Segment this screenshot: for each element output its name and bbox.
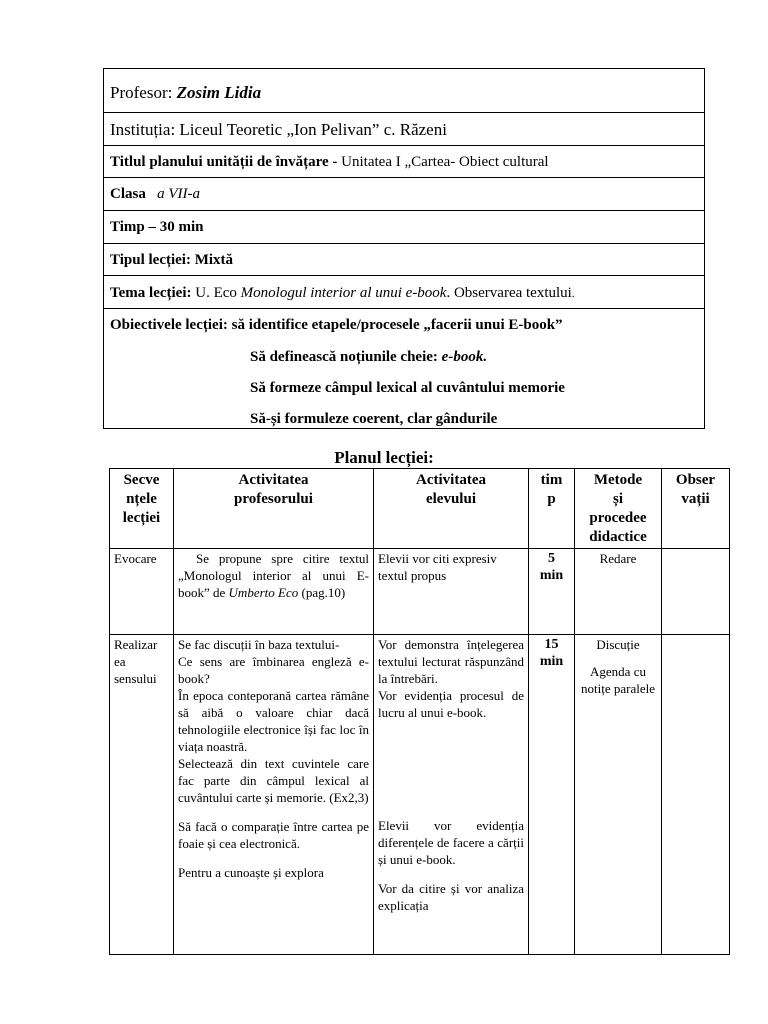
cell-activitatea-profesorului: Se propune spre citire textul „Monologul interior al unui E-book” de Umberto Eco (pag.10) [174, 549, 374, 635]
cell-metode: Redare [575, 549, 662, 635]
clasa-value: a VII-a [157, 186, 200, 202]
lesson-info-box [103, 68, 705, 429]
institutia-text: Instituția: Liceul Teoretic „Ion Pelivan” c. Răzeni [110, 120, 447, 139]
cell-observatii [662, 549, 730, 635]
obiectiv-4: Să-și formuleze coerent, clar gândurile [250, 411, 498, 427]
obiective-row [104, 308, 704, 430]
cell-metode: Discuție Agenda cu notițe paralele [575, 635, 662, 955]
header-activitatea-elevului: Activitatea elevului [374, 469, 529, 549]
clasa-row [104, 177, 704, 210]
titlul-row [104, 145, 704, 177]
obiectiv-1-text: să identifice etapele/procesele „facerii unui E-book” [231, 317, 563, 333]
institutia-row [104, 112, 704, 145]
cell-activitatea-elevului: Elevii vor citi expresiv textul propus [374, 549, 529, 635]
header-observatii: Obser vații [662, 469, 730, 549]
table-row [110, 549, 730, 635]
table-row [110, 635, 730, 955]
profesor-name: Zosim Lidia [176, 83, 262, 102]
cell-timp: 15 min [529, 635, 575, 955]
obiectiv-2 [250, 349, 487, 366]
cell-timp: 5 min [529, 549, 575, 635]
tema-row [104, 275, 704, 308]
obiectiv-2-keyword: e-book. [441, 349, 488, 365]
titlul-label: Titlul planului unității de învățare - [110, 154, 342, 170]
timp-row [104, 210, 704, 243]
tema-suffix: . Observarea textului [446, 285, 572, 301]
obiective-label: Obiectivele lecției: [110, 317, 232, 333]
tema-prefix: U. Eco [195, 285, 241, 301]
tema-title: Monologul interior al unui e-book [240, 285, 447, 301]
clasa-label: Clasa [110, 186, 146, 202]
timp-text: Timp – 30 min [110, 219, 204, 235]
obiectiv-1 [110, 317, 563, 334]
cell-secventa: Realizar ea sensului [110, 635, 174, 955]
cell-secventa: Evocare [110, 549, 174, 635]
tipul-text: Tipul lecției: Mixtă [110, 252, 234, 268]
profesor-label: Profesor: [110, 83, 177, 102]
obiectiv-3: Să formeze câmpul lexical al cuvântului memorie [250, 380, 565, 396]
titlul-value: Unitatea I „Cartea- Obiect cultural [341, 154, 549, 170]
table-header-row [110, 469, 730, 549]
header-activitatea-profesorului: Activitatea profesorului [174, 469, 374, 549]
cell-observatii [662, 635, 730, 955]
header-timp: tim p [529, 469, 575, 549]
plan-title: Planul lecției: [334, 448, 434, 467]
lesson-plan-table [109, 468, 730, 955]
header-secventele: Secve nțele lecției [110, 469, 174, 549]
profesor-row [104, 69, 704, 112]
tema-label: Tema lecției: [110, 285, 196, 301]
tipul-row [104, 243, 704, 275]
tema-end: . [571, 288, 575, 300]
header-metode: Metode și procedee didactice [575, 469, 662, 549]
obiectiv-2-text: Să definească noțiunile cheie: [250, 349, 442, 365]
cell-activitatea-elevului: Vor demonstra înțelegerea textului lecturat răspunzând la întrebări. Vor evidenția procesul de lucru al unui e-book. Elevii vor evidenția diferențele de facere a cărții și unui e-book. Vor da citire și vor analiza explicația [374, 635, 529, 955]
cell-activitatea-profesorului: Se fac discuții în baza textului- Ce sens are îmbinarea engleză e-book? În epoca conteporană cartea rămâne să aibă o valoare chiar dacă tehnologiile electronice își fac loc în viața noastră. Selectează din text cuvintele care fac parte din câmpul lexical al cuvântului carte și memorie. (Ex2,3) Să facă o comparație între cartea pe foaie și cea electronică. Pentru a cunoaște și explora [174, 635, 374, 955]
